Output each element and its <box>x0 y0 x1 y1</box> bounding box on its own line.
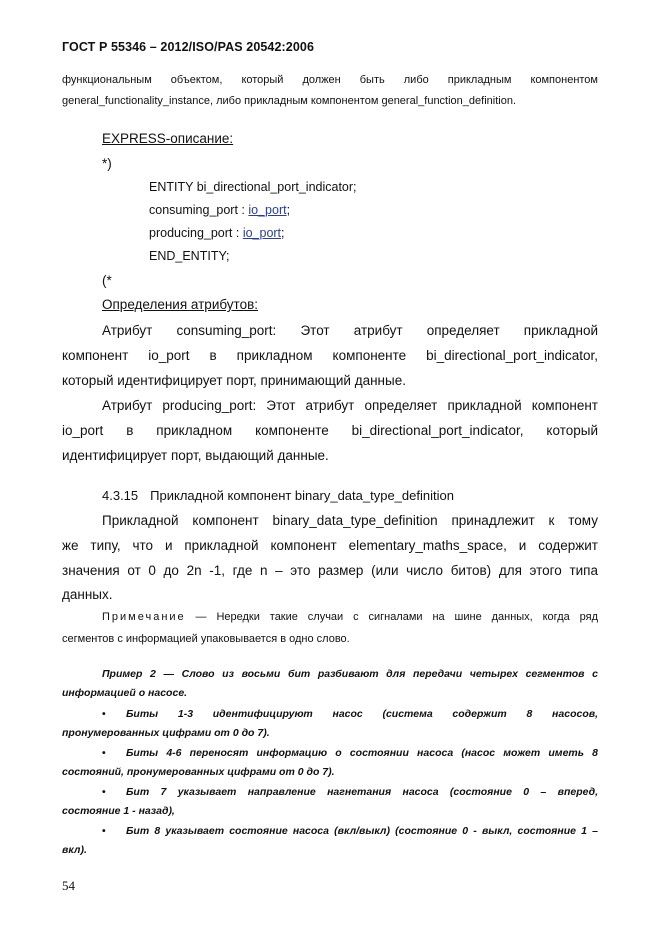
section-line-4: данных. <box>62 587 113 602</box>
consuming-attr-line-1: Атрибут consuming_port: Этот атрибут определяет прикладной <box>102 323 598 338</box>
express-entity-line: ENTITY bi_directional_port_indicator; <box>149 180 357 194</box>
bullet-icon: • <box>102 747 106 759</box>
express-close-marker: (* <box>102 273 112 288</box>
section-line-3: значения от 0 до 2n -1, где n – это размер (или число битов) для этого типа <box>62 563 598 578</box>
bullet-icon: • <box>102 786 106 798</box>
section-number: 4.3.15 <box>102 488 139 503</box>
example-item-4 <box>102 822 598 841</box>
producing-io-port-link[interactable]: io_port <box>242 226 282 240</box>
consuming-semicolon: ; <box>286 203 291 217</box>
consuming-prefix: consuming_port : <box>149 203 249 217</box>
producing-semicolon: ; <box>281 226 285 240</box>
example-item-2-cont: состояний, пронумерованных цифрами от 0 до 7). <box>62 766 335 778</box>
section-line-2: же типу, что и прикладной компонент elementary_maths_space, и содержит <box>62 538 598 553</box>
attributes-heading: Определения атрибутов: <box>102 297 259 312</box>
section-heading <box>102 488 454 503</box>
express-open-marker: *) <box>102 156 112 171</box>
example-item-3 <box>102 783 598 802</box>
note-dash: — <box>185 611 217 623</box>
intro-line-1: функциональным объектом, который должен быть либо прикладным компонентом <box>62 74 598 86</box>
example-item-1 <box>102 705 598 724</box>
intro-line-2: general_functionality_instance, либо прикладным компонентом general_function_definition. <box>62 95 517 107</box>
section-title: Прикладной компонент binary_data_type_definition <box>150 488 454 503</box>
example-item-1-cont: пронумерованных цифрами от 0 до 7). <box>62 727 270 739</box>
example-item-2-text: Биты 4-6 переносят информацию о состоянии насоса (насос может иметь 8 <box>126 747 598 759</box>
express-end-line: END_ENTITY; <box>149 249 230 263</box>
example-item-4-cont: вкл). <box>62 844 87 856</box>
note-line-1 <box>102 607 598 628</box>
page-number: 54 <box>62 878 75 893</box>
express-heading: EXPRESS-описание: <box>102 131 234 146</box>
producing-attr-line-1: Атрибут producing_port: Этот атрибут определяет прикладной компонент <box>102 398 598 413</box>
bullet-icon: • <box>102 825 106 837</box>
note-label: Примечание <box>102 611 186 623</box>
note-text-1: Нередки такие случаи с сигналами на шине данных, когда ряд <box>216 611 598 623</box>
producing-attr-line-3: идентифицирует порт, выдающий данные. <box>62 448 329 463</box>
consuming-attr-line-2: компонент io_port в прикладном компоненте bi_directional_port_indicator, <box>62 348 598 363</box>
document-header: ГОСТ Р 55346 – 2012/ISO/PAS 20542:2006 <box>62 40 314 54</box>
consuming-attr-line-3: который идентифицирует порт, принимающий данные. <box>62 373 406 388</box>
express-consuming-line <box>149 203 290 217</box>
express-producing-line <box>149 226 285 240</box>
section-line-1: Прикладной компонент binary_data_type_definition принадлежит к тому <box>102 513 598 528</box>
producing-prefix: producing_port : <box>149 226 243 240</box>
note-line-2: сегментов с информацией упаковывается в одно слово. <box>62 633 350 645</box>
producing-attr-line-2: io_port в прикладном компоненте bi_directional_port_indicator, который <box>62 423 598 438</box>
example-line-1: Пример 2 — Слово из восьми бит разбивают для передачи четырех сегментов с <box>102 668 598 680</box>
example-item-4-text: Бит 8 указывает состояние насоса (вкл/выкл) (состояние 0 - выкл, состояние 1 – <box>126 825 598 837</box>
consuming-io-port-link[interactable]: io_port <box>248 203 287 217</box>
example-item-1-text: Биты 1-3 идентифицируют насос (система содержит 8 насосов, <box>126 708 598 720</box>
example-item-3-text: Бит 7 указывает направление нагнетания насоса (состояние 0 – вперед, <box>126 786 598 798</box>
example-item-3-cont: состояние 1 - назад), <box>62 805 175 817</box>
bullet-icon: • <box>102 708 106 720</box>
example-line-2: информацией о насосе. <box>62 687 188 699</box>
example-item-2 <box>102 744 598 763</box>
